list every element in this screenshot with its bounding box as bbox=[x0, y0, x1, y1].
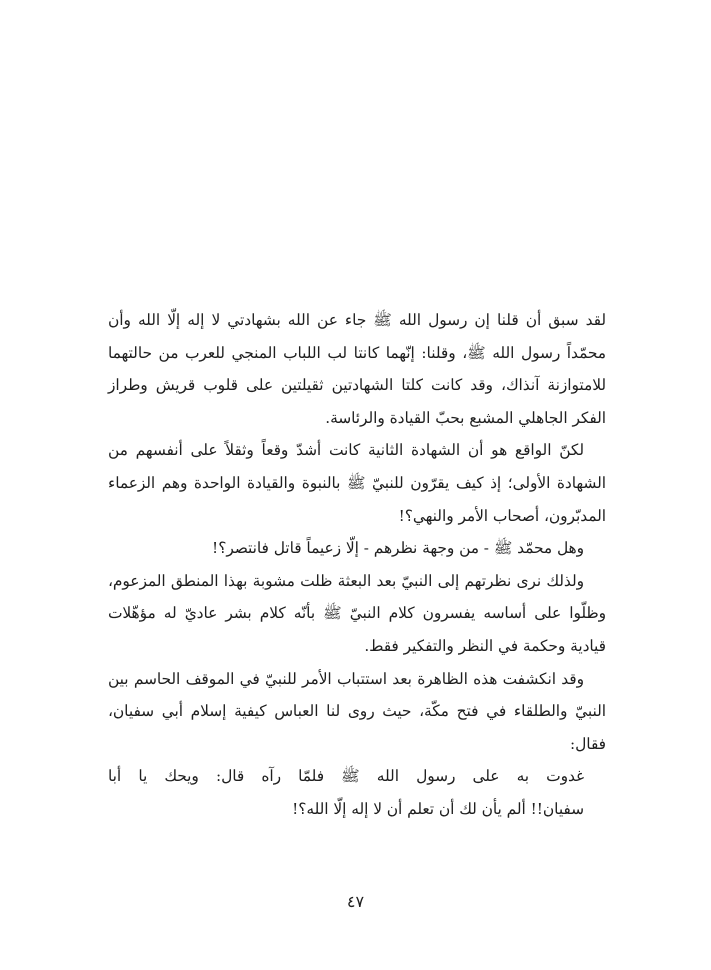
text-line: ولذلك نرى نظرتهم إلى النبيّ بعد البعثة ظلت مشوبة بهذا المنطق المزعوم، bbox=[108, 571, 584, 590]
text-line: النبيّ والطلقاء في فتح مكّة، حيث روى لنا العباس كيفية إسلام أبي سفيان، bbox=[108, 702, 606, 721]
page-number: ٤٧ bbox=[346, 892, 365, 911]
text-line: وقد انكشفت هذه الظاهرة بعد استتباب الأمر للنبيّ في الموقف الحاسم بين bbox=[108, 669, 584, 688]
quote-line: سفيان!! ألم يأن لك أن تعلم أن لا إله إلّا الله؟! bbox=[292, 799, 584, 818]
text-line: المدبّرون، أصحاب الأمر والنهي؟! bbox=[398, 506, 606, 525]
text-line: الشهادة الأولى؛ إذ كيف يقرّون للنبيّ ﷺ بالنبوة والقيادة الواحدة وهم الزعماء bbox=[108, 473, 606, 492]
text-line: للامتوازنة آنذاك، وقد كانت كلتا الشهادتين ثقيلتين على قلوب قريش وطراز bbox=[108, 376, 606, 395]
quote-line: غدوت به على رسول الله ﷺ فلمّا رآه قال: ويحك يا أبا bbox=[108, 767, 584, 786]
text-line: وظلّوا على أساسه يفسرون كلام النبيّ ﷺ بأنّه كلام بشر عاديّ له مؤهّلات bbox=[108, 604, 606, 623]
text-line: الفكر الجاهلي المشبع بحبّ القيادة والرئاسة. bbox=[325, 408, 606, 427]
text-line: لكنّ الواقع هو أن الشهادة الثانية كانت أشدّ وقعاً وثقلاً على أنفسهم من bbox=[108, 441, 584, 460]
page-body-text bbox=[108, 304, 606, 826]
block-quote bbox=[108, 760, 606, 825]
text-line: لقد سبق أن قلنا إن رسول الله ﷺ جاء عن الله بشهادتي لا إله إلّا الله وأن bbox=[108, 311, 606, 329]
text-line: محمّداً رسول الله ﷺ، وقلنا: إنّهما كانتا لب اللباب المنجي للعرب من حالتهما bbox=[108, 343, 606, 362]
text-line: فقال: bbox=[570, 734, 606, 753]
text-line: وهل محمّد ﷺ - من وجهة نظرهم - إلّا زعيماً قاتل فانتصر؟! bbox=[212, 539, 584, 558]
text-line: قيادية وحكمة في النظر والتفكير فقط. bbox=[364, 636, 606, 655]
